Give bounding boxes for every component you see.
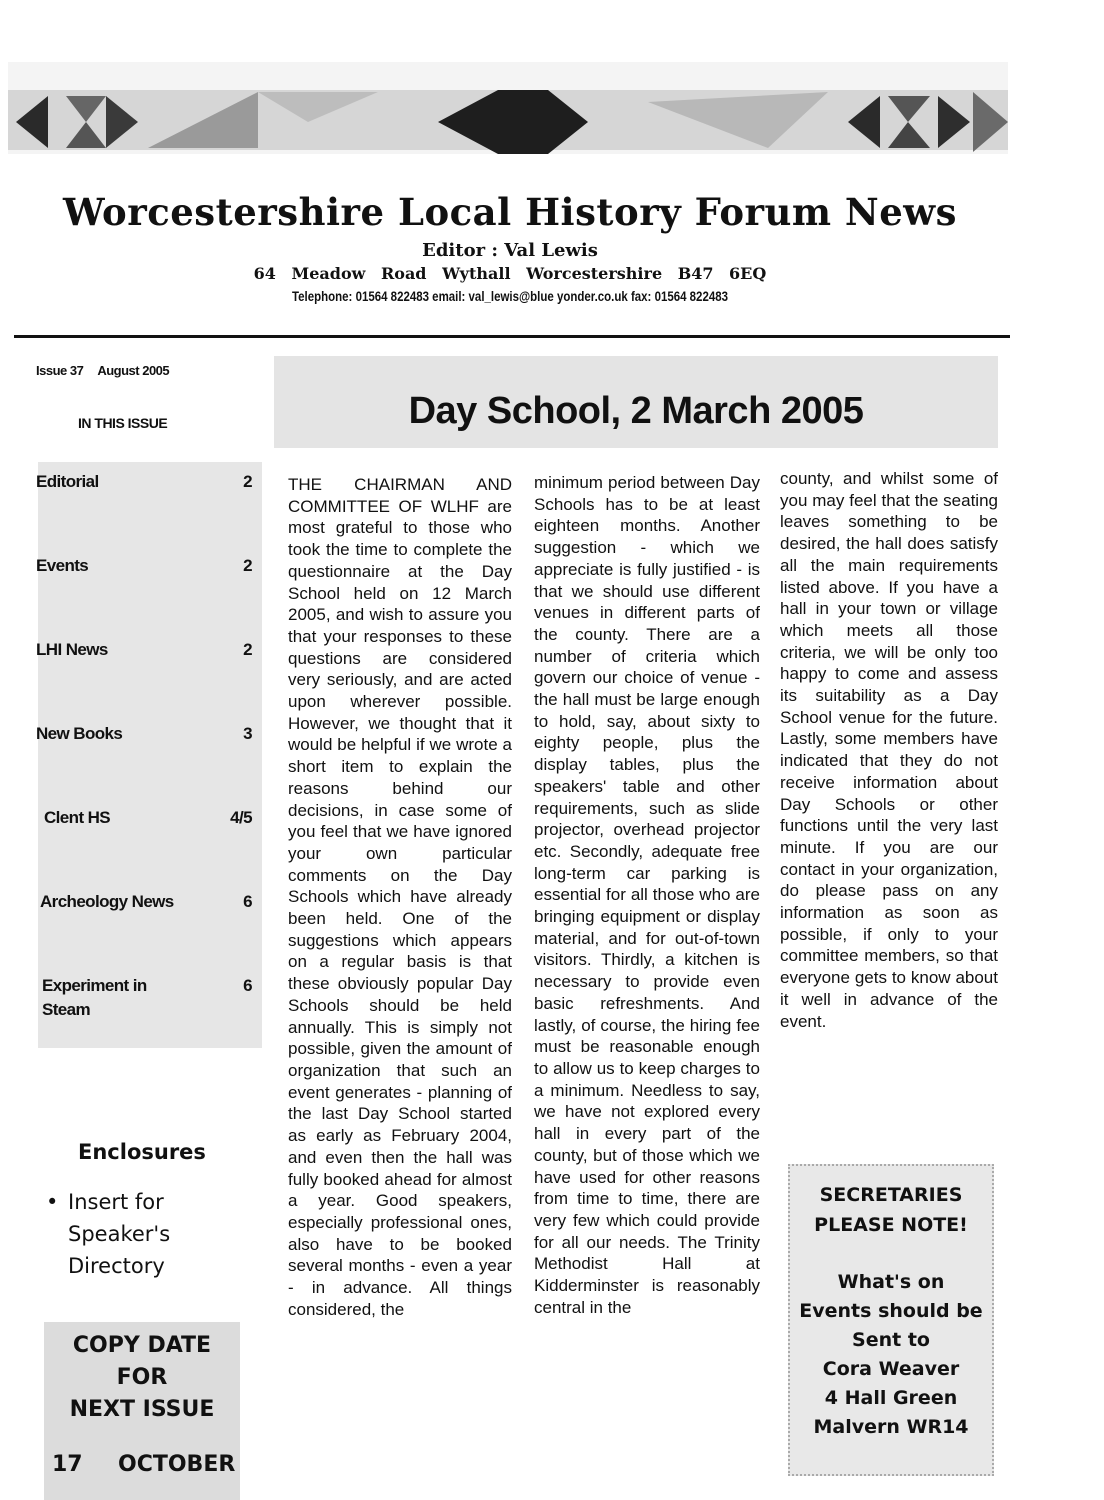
secretaries-note-body [788,1268,994,1442]
note-body-line: Sent to [852,1329,930,1351]
article-headline: Day School, 2 March 2005 [408,390,864,432]
contents-item-label: LHI News [36,640,108,659]
article-column-2 [534,472,760,1318]
masthead-rule [14,335,1010,338]
contents-item-page: 2 [243,640,252,659]
note-body-line: Events should be [799,1300,983,1322]
contents-item-page: 6 [243,976,252,995]
copy-date-line: FOR [116,1365,168,1390]
article-text: THE CHAIRMAN AND COMMITTEE OF WLHF are most grateful to those who took the time to complete the questionnaire at the Day School held on 12 March 2005, and wish to assure you that your responses to these questions are considered very seriously, and are acted upon wherever possible. However, we thought that it would be helpful if we wrote a short item to explain the reasons behind our decisions, in case some of you feel that we have ignored your own particular comments on the Day Schools which have already been held. One of the suggestions which appears on a regular basis is that these obviously popular Day Schools should be held annually. This is simply not possible, given the amount of organization that such an event generates - planning of the last Day School started as early as February 2004, and even then the hall was fully booked ahead for almost a year. Good speakers, especially professional ones, also have to be booked several months - even a year - in advance. All things considered, the [288,475,512,1319]
contents-item-label: Events [36,556,89,575]
contents-item-page: 3 [243,724,252,743]
contact-line: Telephone: 01564 822483 email: val_lewis@blue yonder.co.uk fax: 01564 822483 [292,288,728,304]
bullet-icon: • [46,1190,59,1214]
contents-item-page: 2 [243,472,252,491]
article-text: minimum period between Day Schools has to be at least eighteen months. Another suggestion - which we appreciate is fully justified - is that we should use different venues in different parts of the county. There are a number of criteria which govern our choice of venue - the hall must be large enough to hold, say, about sixty to eighty people, plus the display tables, plus the speakers' table and other requirements, such as slide projector, overhead projector etc. Secondly, adequate free long-term car parking is essential for all those who are bringing equipment or display material, and for out-of-town visitors. Thirdly, a kitchen is necessary to provide even basic refreshments. And lastly, of course, the hiring fee must be reasonable enough to allow us to keep charges to a minimum. Needless to say, we have not explored every hall in every part of the county, but of those which we have used for other reasons from time to time, there are very few which could provide for all our needs. The Trinity Methodist Hall at Kidderminster is reasonably central in the [534,473,760,1317]
contents-item-label: Editorial [36,472,99,491]
contents-item-page: 2 [243,556,252,575]
article-text: county, and whilst some of you may feel that the seating leaves something to be desired, the hall does satisfy all the main requirements listed above. If you have a hall in your town or village which meets all those criteria, we will be only too happy to come and assess its suitability as a Day School venue for the future. Lastly, some members have indicated that they do not receive information about Day Schools or other functions until the very last minute. If you are our contact in your organization, do please pass on any information as soon as possible, if only to your committee members, so that everyone gets to know about it well in advance of the event. [780,469,998,1031]
note-body-line: Cora Weaver [822,1358,960,1380]
contents-panel [38,462,262,1048]
note-title-line: SECRETARIES [819,1184,963,1206]
secretaries-note-title [788,1180,994,1240]
copy-date-heading [44,1330,240,1426]
note-title-line: PLEASE NOTE! [814,1214,968,1236]
issue-number: Issue 37 [36,363,84,378]
in-this-issue-label: IN THIS ISSUE [78,415,168,431]
copy-date-line: NEXT ISSUE [69,1397,215,1422]
enclosure-item-text: Insert for Speaker's Directory [68,1190,171,1278]
article-column-3 [780,468,998,1032]
address-line: 64 Meadow Road Wythall Worcestershire B47 6EQ [253,264,767,283]
contents-item-page: 4/5 [230,808,252,827]
enclosures-title: Enclosures [78,1140,206,1164]
article-column-1 [288,474,512,1320]
contents-item-label: Experiment in Steam [42,976,147,1019]
note-body-line: Malvern WR14 [813,1416,969,1438]
contents-item-label: Archeology News [40,892,174,911]
copy-date-line: COPY DATE [72,1333,212,1358]
note-body-line: 4 Hall Green [824,1387,958,1409]
contents-item-label: New Books [36,724,123,743]
issue-date: August 2005 [97,363,170,378]
decorative-banner [8,62,1008,154]
editor-line: Editor : Val Lewis [422,240,598,261]
masthead-title: Worcestershire Local History Forum News [63,190,957,234]
issue-meta [36,363,183,378]
note-body-line: What's on [837,1271,945,1293]
copy-date-day: 17 [52,1452,83,1477]
copy-date-month: OCTOBER [118,1452,236,1477]
contents-item-page: 6 [243,892,252,911]
contents-item-label: Clent HS [44,808,111,827]
